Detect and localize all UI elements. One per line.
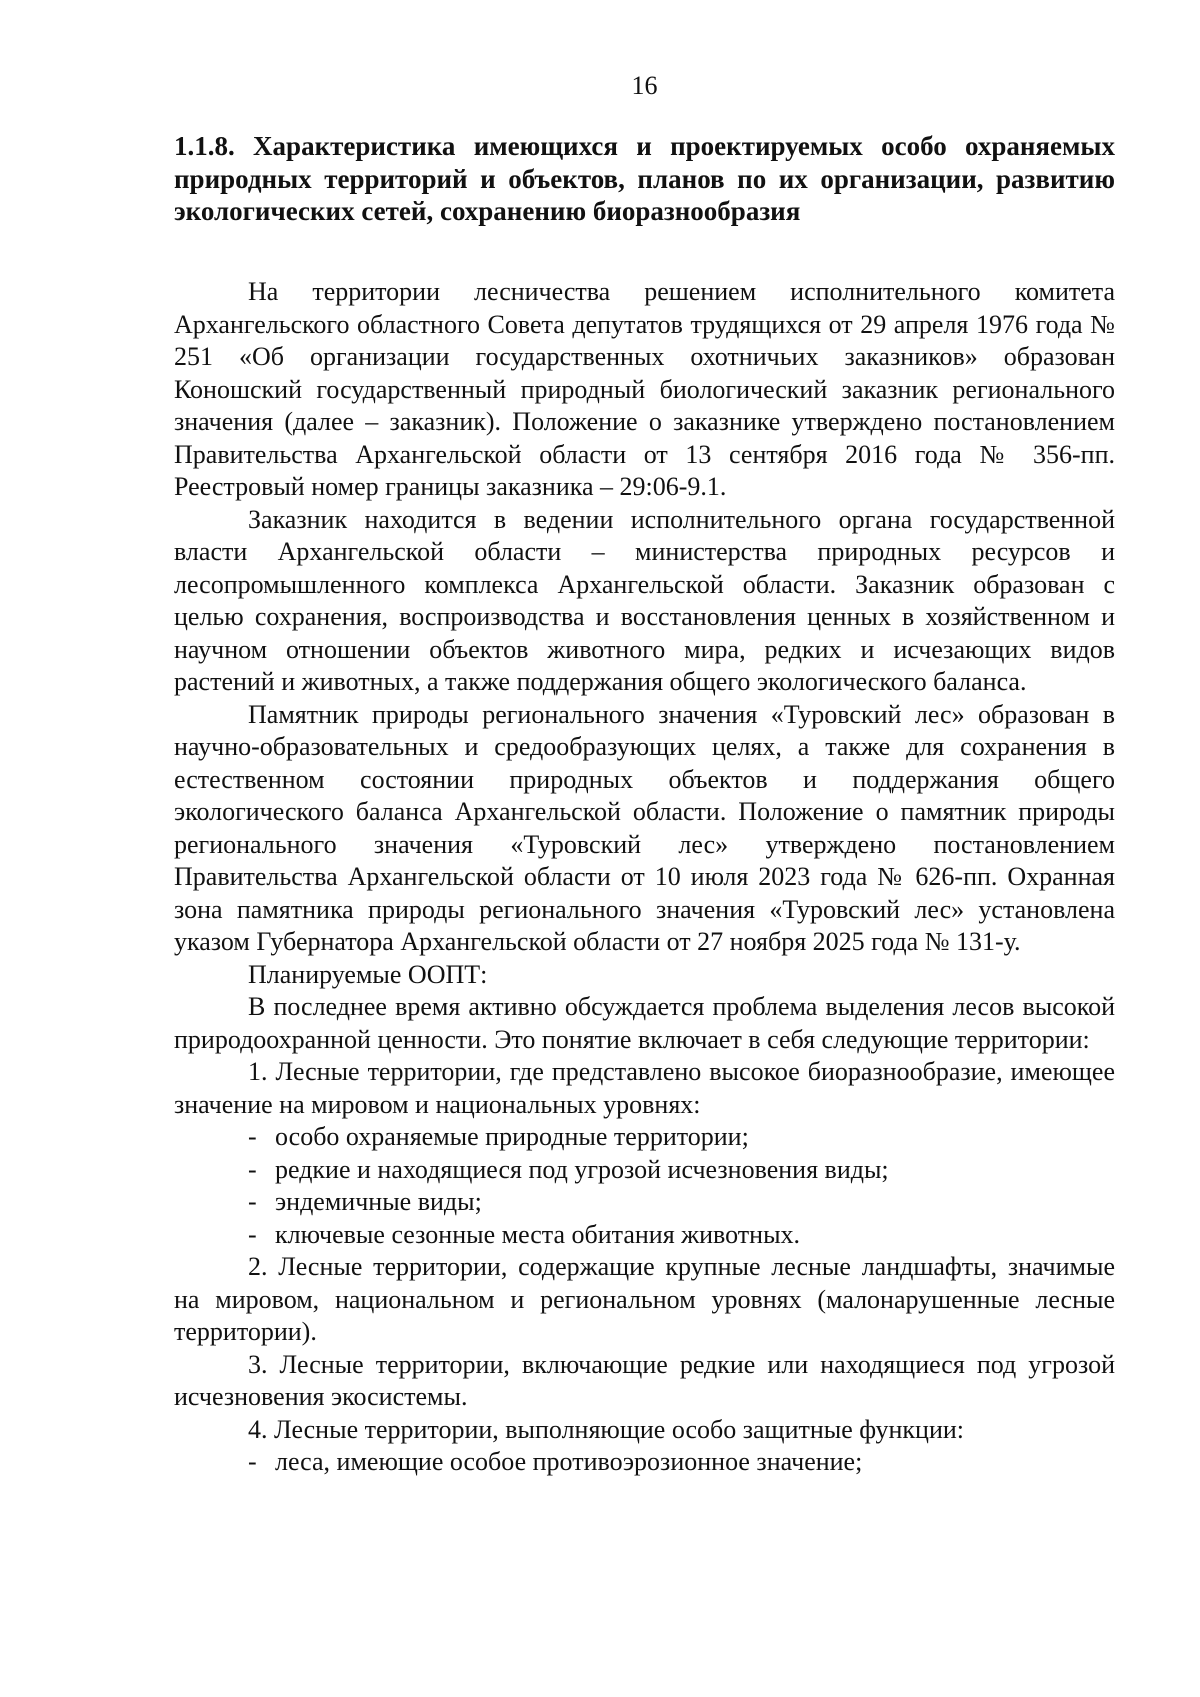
paragraph: В последнее время активно обсуждается проблема выделения лесов высокой природоохранной ценности. Это понятие включает в себя следующие территории: (174, 992, 1115, 1054)
paragraph: Памятник природы регионального значения «Туровский лес» образован в научно-образовательных и средообразующих целях, а также для сохранения в естественном состоянии природных объектов и поддержания общего экологического баланса Архангельской области. Положение о памятник природы регионального значения «Туровский лес» утверждено постановлением Правительства Архангельской области от 10 июля 2023 года № 626-пп. Охранная зона памятника природы регионального значения «Туровский лес» установлена указом Губернатора Архангельской области от 27 ноября 2025 года № 131-у. (174, 699, 1115, 956)
bullet-marker: - (248, 1447, 257, 1476)
bullet-item (174, 1154, 1115, 1187)
numbered-item: 4. Лесные территории, выполняющие особо защитные функции: (248, 1414, 964, 1444)
bullet-item (174, 1219, 1115, 1252)
bullet-text: особо охраняемые природные территории; (275, 1122, 749, 1151)
bullet-marker: - (248, 1187, 257, 1216)
paragraph: Планируемые ООПТ: (248, 959, 488, 989)
numbered-item: 3. Лесные территории, включающие редкие или находящиеся под угрозой исчезновения экосистемы. (174, 1349, 1115, 1411)
bullet-text: редкие и находящиеся под угрозой исчезновения виды; (275, 1154, 889, 1184)
section-heading: 1.1.8. Характеристика имеющихся и проектируемых особо охраняемых природных территорий и объектов, планов по их организации, развитию экологических сетей, сохранению биоразнообразия (174, 131, 1115, 226)
bullet-marker: - (248, 1122, 257, 1151)
bullet-item (174, 1446, 1115, 1479)
bullet-text: эндемичные виды; (275, 1187, 482, 1216)
document-body (174, 276, 1115, 1479)
numbered-item: 2. Лесные территории, содержащие крупные лесные ландшафты, значимые на мировом, национальном и региональном уровнях (малонарушенные лесные территории). (174, 1252, 1115, 1346)
bullet-marker: - (248, 1154, 257, 1184)
paragraph: Заказник находится в ведении исполнительного органа государственной власти Архангельской области – министерства природных ресурсов и лесопромышленного комплекса Архангельской области. Заказник образован с целью сохранения, воспроизводства и восстановления ценных в хозяйственном и научном отношении объектов животного мира, редких и исчезающих видов растений и животных, а также поддержания общего экологического баланса. (174, 504, 1115, 696)
bullet-text: леса, имеющие особое противоэрозионное значение; (275, 1447, 863, 1476)
paragraph: На территории лесничества решением исполнительного комитета Архангельского областного Совета депутатов трудящихся от 29 апреля 1976 года № 251 «Об организации государственных охотничьих заказников» образован Коношский государственный природный биологический заказник регионального значения (далее – заказник). Положение о заказнике утверждено постановлением Правительства Архангельской области от 13 сентября 2016 года № 356-пп. Реестровый номер границы заказника – 29:06-9.1. (174, 277, 1115, 501)
bullet-item (174, 1121, 1115, 1154)
bullet-text: ключевые сезонные места обитания животных. (275, 1219, 801, 1249)
bullet-marker: - (248, 1219, 257, 1249)
page-number: 16 (631, 71, 658, 100)
numbered-item: 1. Лесные территории, где представлено высокое биоразнообразие, имеющее значение на мировом и национальных уровнях: (174, 1057, 1115, 1119)
bullet-item (174, 1186, 1115, 1219)
